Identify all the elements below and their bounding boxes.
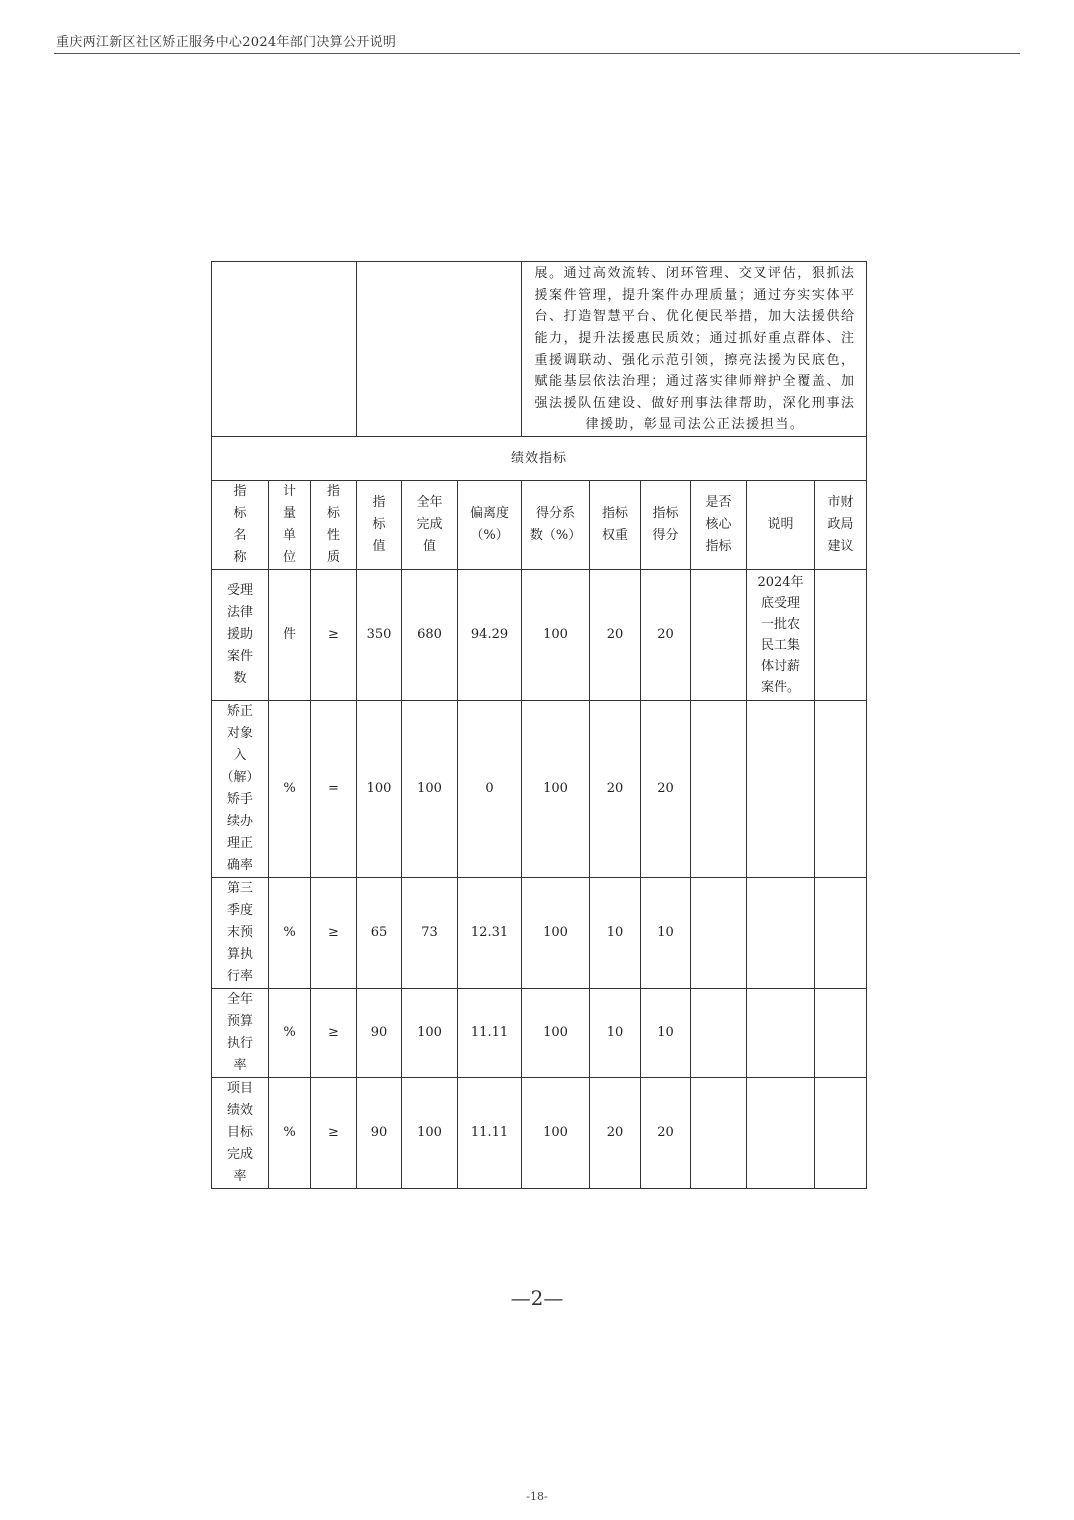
weight-cell: 20	[590, 570, 641, 701]
unit-cell: %	[269, 989, 311, 1078]
core-cell	[691, 878, 747, 989]
description-blank-cell	[212, 262, 357, 437]
nature-cell: ≥	[311, 989, 357, 1078]
advice-cell	[815, 878, 867, 989]
indicator-name: 矫正 对象 入 （解） 矫手 续办 理正 确率	[212, 701, 269, 878]
note-cell: 2024年 底受理 一批农 民工集 体讨薪 案件。	[747, 570, 815, 701]
note-cell	[747, 878, 815, 989]
indicator-name: 受理 法律 援助 案件 数	[212, 570, 269, 701]
header-row	[212, 481, 867, 570]
score-cell: 10	[641, 878, 691, 989]
column-header: 指 标 值	[357, 481, 402, 570]
indicator-name: 全年 预算 执行 率	[212, 989, 269, 1078]
advice-cell	[815, 701, 867, 878]
weight-cell: 20	[590, 701, 641, 878]
note-cell	[747, 989, 815, 1078]
advice-cell	[815, 1078, 867, 1189]
actual-cell: 100	[402, 701, 458, 878]
target-cell: 90	[357, 989, 402, 1078]
weight-cell: 10	[590, 989, 641, 1078]
nature-cell: ≥	[311, 878, 357, 989]
unit-cell: %	[269, 1078, 311, 1189]
column-header: 是否 核心 指标	[691, 481, 747, 570]
column-header: 指标 权重	[590, 481, 641, 570]
deviation-cell: 11.11	[458, 989, 522, 1078]
score-cell: 20	[641, 701, 691, 878]
coef-cell: 100	[522, 989, 590, 1078]
weight-cell: 20	[590, 1078, 641, 1189]
description-cell	[522, 262, 867, 437]
unit-cell: %	[269, 701, 311, 878]
section-title: 绩效指标	[212, 437, 867, 481]
column-header: 全年 完成 值	[402, 481, 458, 570]
deviation-cell: 12.31	[458, 878, 522, 989]
unit-cell: %	[269, 878, 311, 989]
coef-cell: 100	[522, 570, 590, 701]
actual-cell: 73	[402, 878, 458, 989]
indicator-name: 项目 绩效 目标 完成 率	[212, 1078, 269, 1189]
note-cell	[747, 1078, 815, 1189]
description-row	[212, 262, 867, 437]
target-cell: 350	[357, 570, 402, 701]
deviation-cell: 0	[458, 701, 522, 878]
target-cell: 65	[357, 878, 402, 989]
table-row	[212, 570, 867, 701]
table-row	[212, 1078, 867, 1189]
core-cell	[691, 570, 747, 701]
actual-cell: 100	[402, 989, 458, 1078]
coef-cell: 100	[522, 701, 590, 878]
note-cell	[747, 701, 815, 878]
nature-cell: ≥	[311, 1078, 357, 1189]
description-blank-cell	[357, 262, 522, 437]
indicator-name: 第三 季度 末预 算执 行率	[212, 878, 269, 989]
column-header: 偏离度 （%）	[458, 481, 522, 570]
coef-cell: 100	[522, 1078, 590, 1189]
page-mark: —2—	[510, 1286, 564, 1310]
description-text: 展。通过高效流转、闭环管理、交叉评估，狠抓法援案件管理，提升案件办理质量；通过夯实实体平台、打造智慧平台、优化便民举措，加大法援供给能力，提升法援惠民质效；通过抓好重点群体、注重援调联动、强化示范引领，擦亮法援为民底色，赋能基层依法治理；通过落实律师辩护全覆盖、加强法援队伍建设、做好刑事法律帮助，深化刑事法律援助，彰显司法公正法援担当。	[534, 266, 856, 433]
score-cell: 20	[641, 1078, 691, 1189]
column-header: 说明	[747, 481, 815, 570]
column-header: 指 标 性 质	[311, 481, 357, 570]
running-header: 重庆两江新区社区矫正服务中心2024年部门决算公开说明	[56, 35, 397, 50]
score-cell: 10	[641, 989, 691, 1078]
core-cell	[691, 989, 747, 1078]
column-header: 得分系 数（%）	[522, 481, 590, 570]
core-cell	[691, 701, 747, 878]
unit-cell: 件	[269, 570, 311, 701]
header-rule	[54, 53, 1020, 54]
column-header: 指 标 名 称	[212, 481, 269, 570]
advice-cell	[815, 570, 867, 701]
table-row	[212, 701, 867, 878]
target-cell: 90	[357, 1078, 402, 1189]
nature-cell: ≥	[311, 570, 357, 701]
nature-cell: =	[311, 701, 357, 878]
coef-cell: 100	[522, 878, 590, 989]
core-cell	[691, 1078, 747, 1189]
column-header: 计 量 单 位	[269, 481, 311, 570]
column-header: 指标 得分	[641, 481, 691, 570]
table-row	[212, 878, 867, 989]
section-title-row	[212, 437, 867, 481]
weight-cell: 10	[590, 878, 641, 989]
deviation-cell: 94.29	[458, 570, 522, 701]
actual-cell: 680	[402, 570, 458, 701]
column-header: 市财 政局 建议	[815, 481, 867, 570]
table-row	[212, 989, 867, 1078]
page-number: -18-	[526, 1490, 548, 1503]
deviation-cell: 11.11	[458, 1078, 522, 1189]
advice-cell	[815, 989, 867, 1078]
actual-cell: 100	[402, 1078, 458, 1189]
performance-table	[211, 261, 867, 1189]
score-cell: 20	[641, 570, 691, 701]
target-cell: 100	[357, 701, 402, 878]
